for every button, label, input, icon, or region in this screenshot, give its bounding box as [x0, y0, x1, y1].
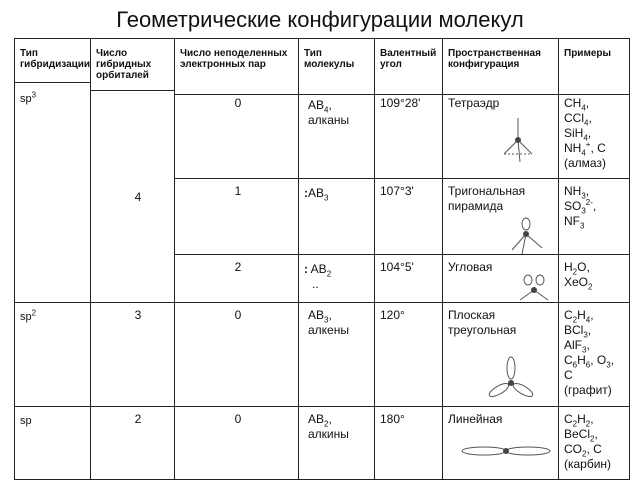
- config-r4: Плоская треугольная: [448, 308, 517, 337]
- row-sep-header-rest: [174, 94, 630, 95]
- header-molecule-type: Тип молекулы: [304, 48, 355, 70]
- config-r3: Угловая: [448, 260, 493, 274]
- examples-r2: $NH_3$, $SO_3^{2-}$, $NF_3$: [564, 184, 597, 231]
- trigonal-pyramid-figure: [498, 214, 554, 262]
- orbitals-sp3: 4: [134, 190, 142, 204]
- molecule-type-r4: $AB_3$, алкены: [308, 308, 349, 337]
- orbitals-sp: 2: [134, 412, 142, 426]
- examples-r4: $C_2H_4$, BCl$_3$, AlF$_3$, $C_6H_6$, $O_3$, C (графит): [564, 308, 615, 397]
- valence-angle-r2: 107°3': [380, 184, 414, 198]
- valence-angle-r4: 120°: [380, 308, 405, 322]
- lone-pairs-r1: 0: [234, 96, 242, 110]
- trigonal-planar-figure: [484, 356, 538, 404]
- molecule-type-r5: $AB_2$, алкины: [308, 412, 349, 441]
- row-sep-4: [14, 406, 630, 407]
- lone-pairs-r2: 1: [234, 184, 242, 198]
- configurations-table: [14, 38, 630, 480]
- page-title: Геометрические конфигурации молекул: [116, 7, 524, 32]
- header-lone-pairs: Число неподеленных электронных пар: [180, 48, 288, 70]
- table-border-right: [629, 38, 630, 480]
- row-sep-header-c1: [14, 82, 90, 83]
- valence-angle-r3: 104°5': [380, 260, 414, 274]
- lone-pairs-r3: 2: [234, 260, 242, 274]
- examples-r5: $C_2H_2$, BeCl$_2$, $CO_2$, C (карбин): [564, 412, 612, 471]
- config-r5: Линейная: [448, 412, 503, 426]
- molecule-type-r1: $AB_4$, алканы: [308, 98, 350, 127]
- hyb-sp3: $sp^3$: [20, 90, 37, 105]
- valence-angle-r1: 109°28': [380, 96, 421, 110]
- col-sep-5: [442, 38, 443, 480]
- hyb-sp: sp: [20, 415, 32, 427]
- table-border-top: [14, 38, 630, 39]
- angular-figure: [510, 274, 558, 304]
- examples-r3: $H_2O$, XeO$_2$: [564, 260, 593, 292]
- orbitals-sp2: 3: [134, 308, 142, 322]
- table-border-left: [14, 38, 15, 480]
- config-r1: Тетраэдр: [448, 96, 500, 110]
- col-sep-4: [374, 38, 375, 480]
- col-sep-3: [298, 38, 299, 480]
- header-hyb-orbitals: Число гибридных орбиталей: [96, 48, 152, 81]
- row-sep-2: [174, 254, 630, 255]
- molecule-type-r3: : $AB_2$ ..: [304, 262, 332, 291]
- lone-pairs-r4: 0: [234, 308, 242, 322]
- tetrahedron-figure: [498, 110, 538, 170]
- linear-figure: [454, 436, 558, 466]
- row-sep-1: [174, 178, 630, 179]
- col-sep-6: [558, 38, 559, 480]
- row-sep-header-c2: [90, 90, 174, 91]
- col-sep-1: [90, 38, 91, 480]
- header-valence-angle: Валентный угол: [380, 48, 437, 70]
- header-configuration: Пространственная конфигурация: [448, 48, 541, 70]
- config-r2: Тригональная пирамида: [448, 184, 526, 213]
- col-sep-2: [174, 38, 175, 480]
- header-hyb-type: Тип гибридизации: [20, 48, 91, 70]
- lone-pairs-r5: 0: [234, 412, 242, 426]
- molecule-type-r2: $:AB_3$: [304, 186, 329, 203]
- header-examples: Примеры: [564, 48, 612, 59]
- hyb-sp2: $sp^2$: [20, 308, 37, 323]
- examples-r1: $CH_4$, CCl$_4$, SiH$_4$, $NH_4^+$, C (алмаз): [564, 96, 606, 170]
- valence-angle-r5: 180°: [380, 412, 405, 426]
